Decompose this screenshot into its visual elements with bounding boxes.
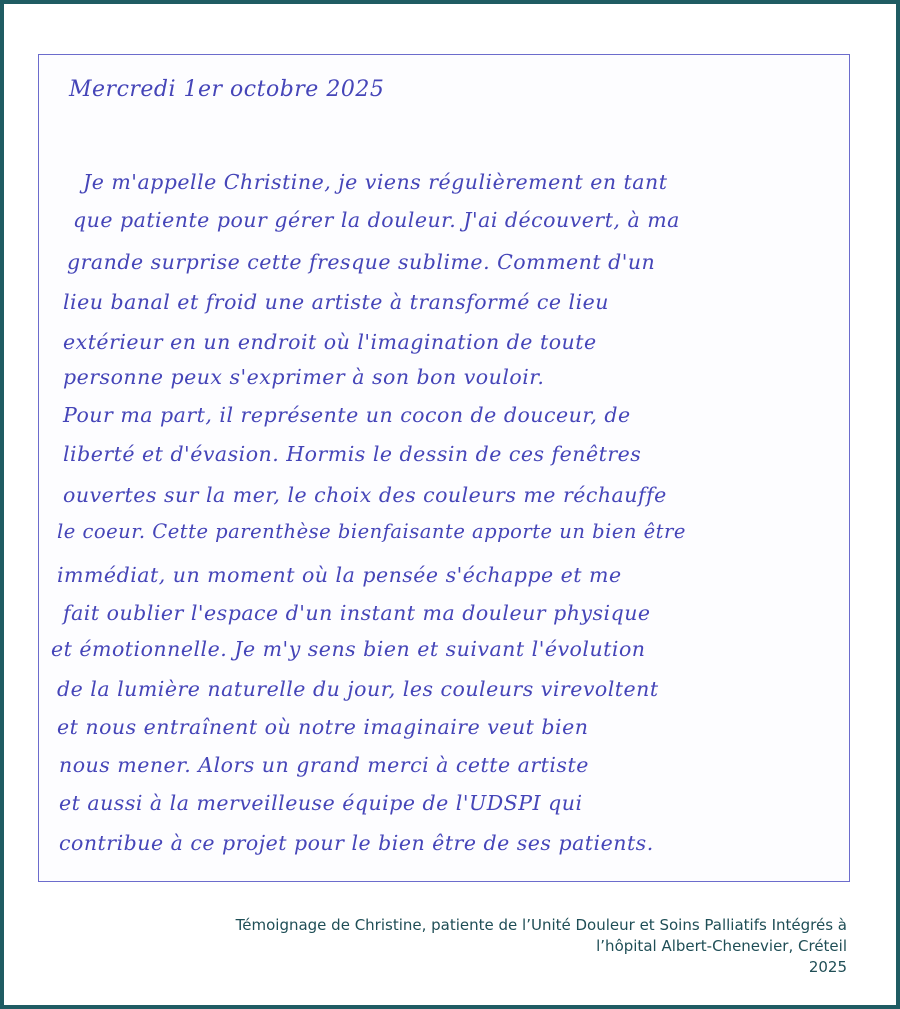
letter-line: liberté et d'évasion. Hormis le dessin de ces fenêtres [63,442,642,466]
letter-line: que patiente pour gérer la douleur. J'ai découvert, à ma [73,208,680,232]
letter-line: Je m'appelle Christine, je viens régulièrement en tant [83,170,668,194]
caption [236,915,847,978]
letter-line: personne peux s'exprimer à son bon vouloir. [63,365,545,389]
letter-line: ouvertes sur la mer, le choix des couleurs me réchauffe [63,483,667,507]
letter-line: Pour ma part, il représente un cocon de douceur, de [63,403,631,427]
letter-line: fait oublier l'espace d'un instant ma douleur physique [63,601,651,625]
letter-line: le coeur. Cette parenthèse bienfaisante apporte un bien être [57,520,686,543]
caption-line-1: Témoignage de Christine, patiente de l’Unité Douleur et Soins Palliatifs Intégrés à [235,916,847,934]
letter-line: et nous entraînent où notre imaginaire veut bien [57,715,589,739]
letter-line: contribue à ce projet pour le bien être de ses patients. [59,831,654,855]
caption-line-2: l’hôpital Albert-Chenevier, Créteil [596,937,847,955]
handwritten-letter [38,54,850,882]
letter-line: et aussi à la merveilleuse équipe de l'UDSPI qui [59,791,583,815]
letter-line: grande surprise cette fresque sublime. Comment d'un [67,250,656,274]
letter-date: Mercredi 1er octobre 2025 [69,77,385,102]
letter-line: immédiat, un moment où la pensée s'échappe et me [57,563,622,587]
letter-line: lieu banal et froid une artiste à transformé ce lieu [63,290,610,314]
letter-line: de la lumière naturelle du jour, les couleurs virevoltent [57,677,659,701]
caption-year: 2025 [808,958,847,976]
letter-line: extérieur en un endroit où l'imagination de toute [63,330,597,354]
letter-line: et émotionnelle. Je m'y sens bien et suivant l'évolution [51,637,646,661]
letter-line: nous mener. Alors un grand merci à cette artiste [59,753,589,777]
